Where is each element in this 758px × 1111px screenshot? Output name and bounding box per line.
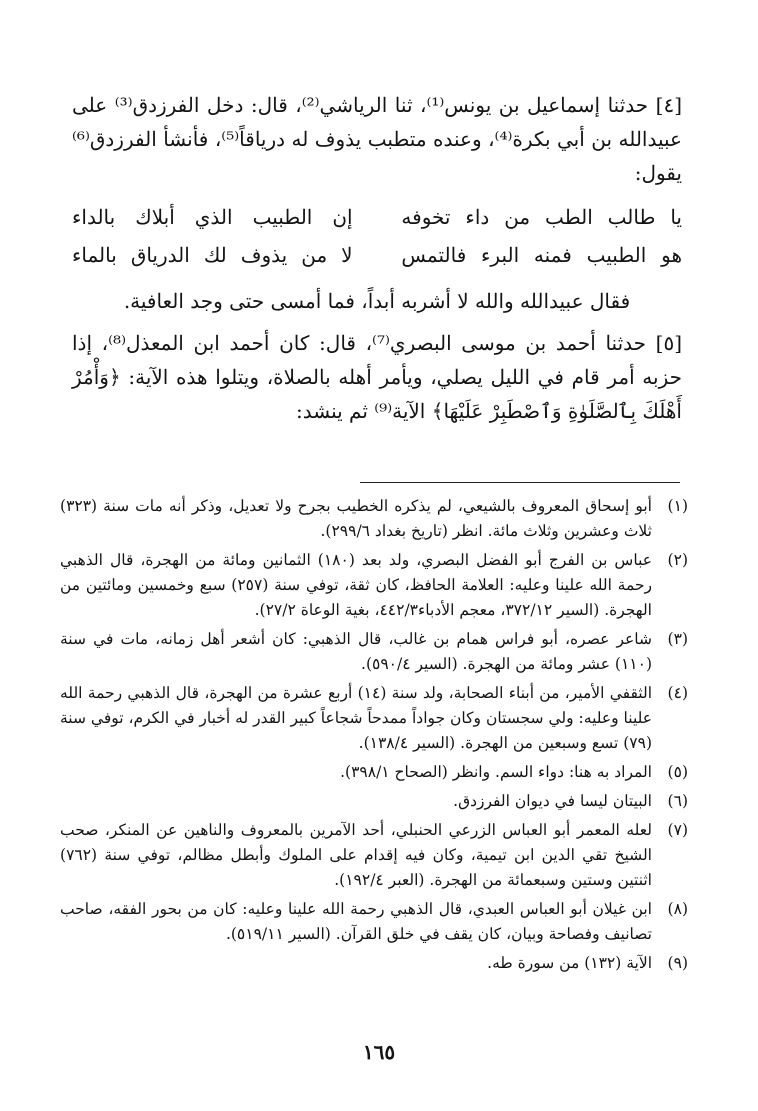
footnote-number: (٨) (667, 900, 688, 918)
footnote-number: (١) (667, 497, 688, 515)
paragraph-outcome: فقال عبيدالله والله لا أشربه أبداً، فما أمسى حتى وجد العافية. (123, 289, 631, 313)
footnote-text: ابن غيلان أبو العباس العبدي، قال الذهبي رحمة الله علينا وعليه: كان من بحور الفقه، صاحب تصانيف وفصاحة وبيان، كان يقف في خلق القرآن. (السير ٥١٩/١١). (60, 900, 652, 943)
footnote (60, 897, 688, 947)
footnote-text: أبو إسحاق المعروف بالشيعي، لم يذكره الخطيب بجرح ولا تعديل، وذكر أنه مات سنة (٣٢٣) ثلاث وعشرين وثلاث مائة. انظر (تاريخ بغداد ٢٩٩/٦). (60, 497, 652, 540)
footnote-text: الآية (١٣٢) من سورة طه. (487, 954, 652, 972)
poem-line-2 (72, 236, 682, 274)
poem-hemistich: هو الطبيب فمنه البرء فالتمس (401, 243, 682, 267)
footnote (60, 548, 688, 623)
footnote-number: (٤) (667, 684, 688, 702)
poem-hemistich: يا طالب الطب من داء تخوفه (401, 205, 682, 229)
poem-hemistich: إن الطبيب الذي أبلاك بالداء (72, 205, 353, 229)
footnote-text: عباس بن الفرج أبو الفضل البصري، ولد بعد (١٨٠) الثمانين ومائة من الهجرة، قال الذهبي رحمة الله علينا وعليه: العلامة الحافظ، كان ثقة، توفي سنة (٢٥٧) سبع وخمسين ومائتين من الهجرة. (السير ٣٧٢/١٢، معجم الأدباء٤٤٢/٣، بغية الوعاة ٢٧/٢). (60, 551, 652, 619)
footnote-number: (٣) (667, 630, 688, 648)
paragraph-narration-4: [٤] حدثنا إسماعيل بن يونس⁽¹⁾، ثنا الرياشي⁽²⁾، قال: دخل الفرزدق⁽³⁾ على عبيدالله بن أبي بكرة⁽⁴⁾، وعنده متطبب يذوف له درياقاً⁽⁵⁾، فأنشأ الفرزدق⁽⁶⁾ يقول: (72, 93, 682, 185)
footnote-text: لعله المعمر أبو العباس الزرعي الحنبلي، أحد الآمرين بالمعروف والناهين عن المنكر، صحب الشيخ تقي الدين ابن تيمية، وكان فيه إقدام على الملوك وأبطل مظالم، توفي سنة (٧٦٢) اثنتين وستين وسبعمائة من الهجرة. (العبر ١٩٢/٤). (60, 821, 652, 889)
footnote (60, 494, 688, 544)
poem-hemistich: لا من يذوف لك الدرياق بالماء (72, 243, 353, 267)
footnote-number: (٥) (667, 763, 688, 781)
poem (72, 198, 682, 274)
footnote (60, 760, 688, 785)
footnote-number: (٢) (667, 551, 688, 569)
footnote (60, 789, 688, 814)
footnote-separator (360, 482, 680, 483)
paragraph-narration-5: [٥] حدثنا أحمد بن موسى البصري⁽⁷⁾، قال: كان أحمد ابن المعذل⁽⁸⁾، إذا حزبه أمر قام في الليل يصلي، ويأمر أهله بالصلاة، ويتلوا هذه الآية: ﴿وَأْمُرْ أَهْلَكَ بِٱلصَّلَوٰةِ وَٱصْطَبِرْ عَلَيْهَا﴾ الآية⁽⁹⁾ ثم ينشد: (72, 331, 682, 423)
footnote-number: (٧) (667, 821, 688, 839)
footnote-number: (٦) (667, 792, 688, 810)
main-text (72, 88, 682, 428)
page-number: ١٦٥ (362, 1040, 396, 1064)
footnote (60, 681, 688, 756)
footnote (60, 951, 688, 976)
footnote-number: (٩) (667, 954, 688, 972)
footnote-text: البيتان ليسا في ديوان الفرزدق. (453, 792, 652, 810)
poem-line-1 (72, 198, 682, 236)
footnote-text: المراد به هنا: دواء السم. وانظر (الصحاح ٣٩٨/١). (340, 763, 652, 781)
footnote (60, 627, 688, 677)
footnote-text: الثقفي الأمير، من أبناء الصحابة، ولد سنة (١٤) أربع عشرة من الهجرة، قال الذهبي رحمة الله علينا وعليه: ولي سجستان وكان جواداً ممدحاً شجاعاً كبير القدر له أخبار في الكرم، توفي سنة (٧٩) تسع وسبعين من الهجرة. (السير ١٣٨/٤). (60, 684, 653, 752)
footnote-text: شاعر عصره، أبو فراس همام بن غالب، قال الذهبي: كان أشعر أهل زمانه، مات في سنة (١١٠) عشر ومائة من الهجرة. (السير ٥٩٠/٤). (60, 630, 652, 673)
footnote (60, 818, 688, 893)
footnotes (60, 490, 688, 976)
